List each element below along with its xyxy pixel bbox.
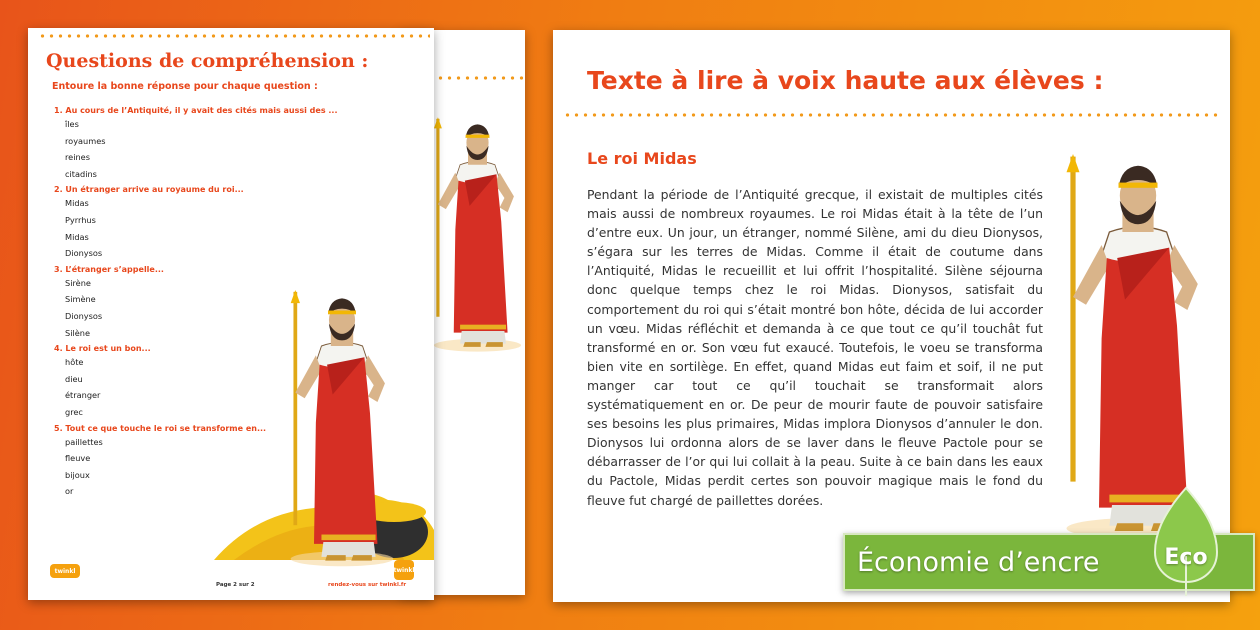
page-number: Page 2 sur 2 [216, 582, 255, 588]
answer-option[interactable]: fleuve [65, 453, 91, 464]
question-text: 4. Le roi est un bon... [54, 344, 151, 354]
answer-option[interactable]: Silène [65, 327, 91, 338]
answer-option[interactable]: Simène [65, 294, 96, 305]
answer-option[interactable]: grec [65, 406, 83, 417]
answer-option[interactable]: étranger [65, 390, 101, 401]
answer-option[interactable]: Midas [65, 231, 89, 242]
answer-option[interactable]: citadins [65, 168, 97, 179]
footer-link[interactable]: rendez-vous sur twinkl.fr [328, 582, 407, 588]
answer-option[interactable]: dieu [65, 373, 83, 384]
answer-option[interactable]: reines [65, 152, 90, 163]
question-text: 5. Tout ce que touche le roi se transforme en... [54, 423, 267, 433]
worksheet-title: Questions de compréhension : [46, 50, 369, 72]
twinkl-logo: twinkl [394, 560, 414, 580]
ink-saving-label: Économie d’encre [857, 546, 1100, 578]
story-text: Pendant la période de l’Antiquité grecque, il existait de multiples cités mais aussi de nombreux royaumes. Le roi Midas était à la tête de l’un d’entre eux. Un jour, un étranger, nommé Silène, ami du dieu Dionysos, s’égara sur les terres de Midas. Comme il était de coutume dans l’Antiquité, Midas le recueillit et lui offrit l’hospitalité. Silène séjourna donc quelque temps chez le roi Midas. Dionysos, satisfait du comportement du roi qui s’était montré bon hôte, décida de lui accorder un vœu. Midas réfléchit et demanda à ce que tout ce qu’il touchât fut transformé en or. Son vœu fut exaucé. Toutefois, le voeu se transforma bien vite en sortilège. En effet, quand Midas eut faim et soif, il ne put manger car tout ce qu’il touchait se transformait alors systématiquement en or. De peur de mourir faute de pouvoir satisfaire ses besoins les plus primaires, Midas implora Dionysos d’annuler le don. Dionysos lui ordonna alors de se laver dans le fleuve Pactole pour se débarrasser de l’or qui lui collait à la peau. Suite à ce bain dans les eaux du Pactole, Midas perdit certes son pouvoir magique mais le fond du fleuve fut chargé de paillettes dorées. [587, 187, 1043, 508]
answer-option[interactable]: bijoux [65, 469, 90, 480]
eco-tag: Eco [1164, 545, 1208, 570]
twinkl-logo: twinkl [50, 564, 80, 578]
reading-title: Texte à lire à voix haute aux élèves : [587, 66, 1104, 95]
dotted-divider [38, 34, 430, 38]
eco-leaf-icon [1153, 486, 1219, 596]
answer-option[interactable]: Dionysos [65, 310, 103, 321]
king-midas-illustration [286, 290, 398, 570]
answer-option[interactable]: Midas [65, 198, 89, 209]
question-text: 3. L’étranger s’appelle... [54, 264, 164, 274]
answer-option[interactable]: paillettes [65, 436, 103, 447]
question-text: 1. Au cours de l’Antiquité, il y avait des cités mais aussi des ... [54, 106, 338, 115]
answer-option[interactable]: îles [65, 119, 79, 129]
answer-option[interactable]: Pyrrhus [65, 214, 96, 225]
question-2 [54, 185, 314, 258]
answer-option[interactable]: royaumes [65, 135, 106, 146]
question-4 [54, 344, 314, 417]
question-list [54, 106, 338, 503]
question-3 [54, 265, 314, 338]
worksheet-page [28, 28, 434, 600]
king-midas-illustration [430, 98, 525, 374]
answer-option[interactable]: Dionysos [65, 248, 103, 259]
reading-text-page [553, 30, 1230, 602]
question-1 [54, 106, 338, 179]
answer-option[interactable]: hôte [65, 357, 84, 368]
dotted-divider [563, 113, 1218, 117]
question-text: 2. Un étranger arrive au royaume du roi... [54, 185, 244, 195]
answer-option[interactable]: or [65, 486, 74, 497]
story-title: Le roi Midas [587, 149, 697, 168]
worksheet-instructions: Entoure la bonne réponse pour chaque question : [52, 81, 318, 92]
answer-option[interactable]: Sirène [65, 277, 91, 288]
